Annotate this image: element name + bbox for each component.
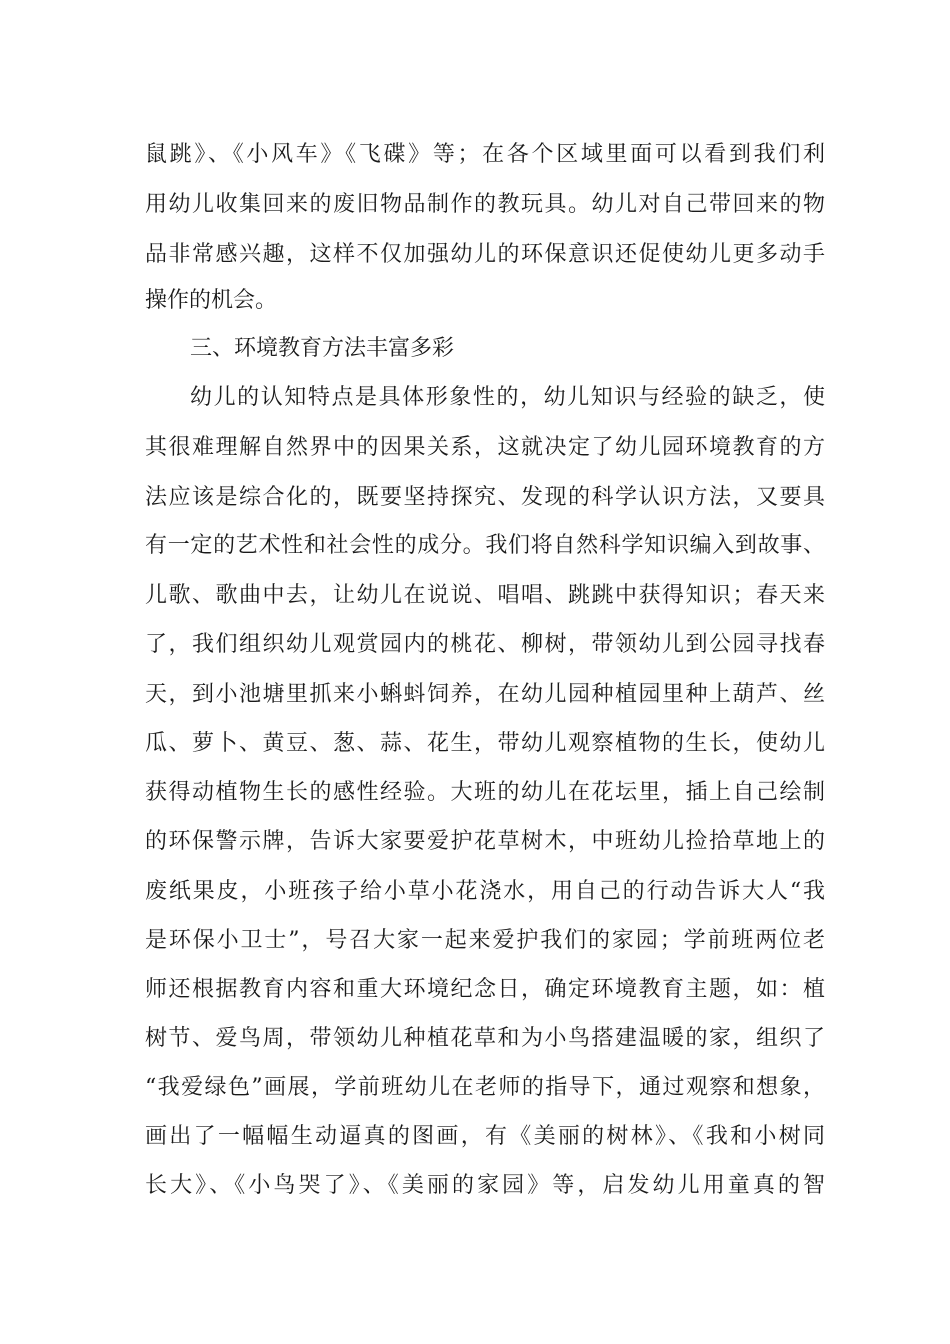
text-line: 获得动植物生长的感性经验。大班的幼儿在花坛里，插上自己绘制 — [145, 780, 825, 805]
text-line: 长大》、《小鸟哭了》、《美丽的家园》等，启发幼儿用童真的智 — [145, 1173, 825, 1198]
text-line: 师还根据教育内容和重大环境纪念日，确定环境教育主题，如：植 — [145, 977, 825, 1002]
text-line: 其很难理解自然界中的因果关系，这就决定了幼儿园环境教育的方 — [145, 435, 825, 460]
text-line: 瓜、萝卜、黄豆、葱、蒜、花生，带幼儿观察植物的生长，使幼儿 — [145, 731, 825, 756]
text-line: 树节、爱鸟周，带领幼儿种植花草和为小鸟搭建温暖的家，组织了 — [145, 1026, 825, 1051]
text-line: 有一定的艺术性和社会性的成分。我们将自然科学知识编入到故事、 — [145, 533, 825, 558]
text-line: 用幼儿收集回来的废旧物品制作的教玩具。幼儿对自己带回来的物 — [145, 192, 825, 217]
text-line: 法应该是综合化的，既要坚持探究、发现的科学认识方法，又要具 — [145, 485, 825, 510]
text-line: 品非常感兴趣，这样不仅加强幼儿的环保意识还促使幼儿更多动手 — [145, 242, 825, 267]
text-line: 画出了一幅幅生动逼真的图画，有《美丽的树林》、《我和小树同 — [145, 1124, 825, 1149]
text-line: 天，到小池塘里抓来小蝌蚪饲养，在幼儿园种植园里种上葫芦、丝 — [145, 682, 825, 707]
text-line: 废纸果皮，小班孩子给小草小花浇水，用自己的行动告诉大人“我 — [145, 879, 825, 904]
text-line: 儿歌、歌曲中去，让幼儿在说说、唱唱、跳跳中获得知识；春天来 — [145, 583, 825, 608]
text-line: 的环保警示牌，告诉大家要爱护花草树木，中班幼儿捡拾草地上的 — [145, 829, 825, 854]
text-line: “我爱绿色”画展，学前班幼儿在老师的指导下，通过观察和想象， — [145, 1075, 825, 1100]
text-line: 鼠跳》、《小风车》《飞碟》等；在各个区域里面可以看到我们利 — [145, 142, 825, 167]
text-line: 幼儿的认知特点是具体形象性的，幼儿知识与经验的缺乏，使 — [190, 385, 825, 410]
text-line: 了，我们组织幼儿观赏园内的桃花、柳树，带领幼儿到公园寻找春 — [145, 632, 825, 657]
text-line: 是环保小卫士”，号召大家一起来爱护我们的家园；学前班两位老 — [145, 928, 825, 953]
text-line: 操作的机会。 — [145, 288, 278, 313]
section-heading: 三、环境教育方法丰富多彩 — [190, 336, 455, 361]
